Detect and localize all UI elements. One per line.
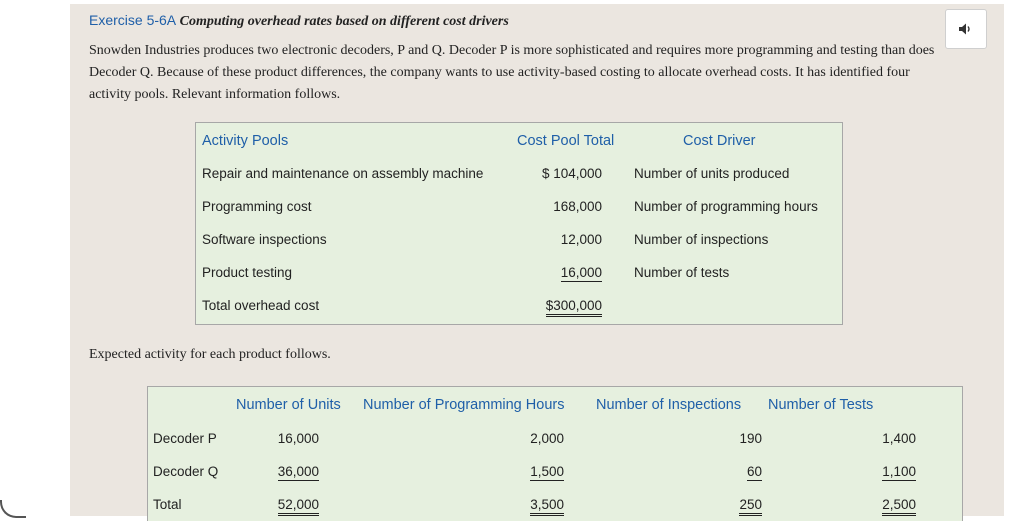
row-label: Total (153, 497, 182, 512)
expected-activity-table (147, 386, 963, 521)
pool-total: 12,000 (560, 232, 602, 247)
pool-name: Repair and maintenance on assembly machine (202, 166, 484, 181)
exercise-intro: Snowden Industries produces two electronic decoders, P and Q. Decoder P is more sophisticated and requires more programming and testing than does Decoder Q. Because of these product differences, the company wants to use activity-based costing to allocate overhead costs. It has identified four activity pools. Relevant information follows. (89, 43, 935, 102)
pool-name: Total overhead cost (202, 298, 320, 313)
header-units: Number of Units (236, 397, 341, 413)
cell-hours: 2,000 (530, 431, 564, 446)
exercise-title (89, 12, 509, 30)
pool-driver: Number of programming hours (634, 199, 818, 214)
cell-hours: 1,500 (530, 464, 564, 479)
speaker-icon (959, 23, 973, 35)
pool-total: 16,000 (560, 265, 602, 280)
pool-driver: Number of tests (634, 265, 730, 280)
exercise-page (70, 4, 1004, 516)
exercise-name: Computing overhead rates based on different cost drivers (179, 14, 509, 29)
header-programming-hours: Number of Programming Hours (363, 397, 565, 413)
header-inspections: Number of Inspections (596, 397, 742, 413)
header-activity-pools: Activity Pools (202, 133, 289, 149)
activity-pools-table (195, 122, 843, 325)
cell-units: 16,000 (277, 431, 319, 446)
pool-driver: Number of units produced (634, 166, 790, 181)
cell-hours: 3,500 (530, 497, 564, 516)
total-overhead-cost: $300,000 (546, 298, 602, 317)
header-cost-driver: Cost Driver (683, 133, 756, 149)
pool-name: Software inspections (202, 232, 327, 247)
cell-units: 52,000 (278, 497, 319, 516)
audio-button[interactable] (945, 9, 987, 49)
cell-tests: 1,100 (882, 464, 916, 479)
row-label: Decoder P (153, 431, 217, 446)
cell-inspections: 60 (746, 464, 762, 479)
cell-units: 36,000 (277, 464, 319, 479)
cell-tests: 1,400 (882, 431, 916, 446)
cell-inspections: 250 (739, 497, 762, 516)
cell-inspections: 190 (739, 431, 762, 446)
pool-name: Product testing (202, 265, 293, 280)
pool-total: 168,000 (553, 199, 602, 214)
pool-name: Programming cost (202, 199, 312, 214)
exercise-number: Exercise 5-6A (89, 12, 177, 28)
pool-total: $ 104,000 (541, 166, 602, 181)
pool-driver: Number of inspections (634, 232, 769, 247)
cell-tests: 2,500 (882, 497, 916, 516)
header-cost-pool-total: Cost Pool Total (517, 133, 615, 149)
expected-activity-text: Expected activity for each product follows. (89, 347, 331, 362)
row-label: Decoder Q (153, 464, 219, 479)
window-corner (0, 500, 26, 518)
header-tests: Number of Tests (768, 397, 874, 413)
